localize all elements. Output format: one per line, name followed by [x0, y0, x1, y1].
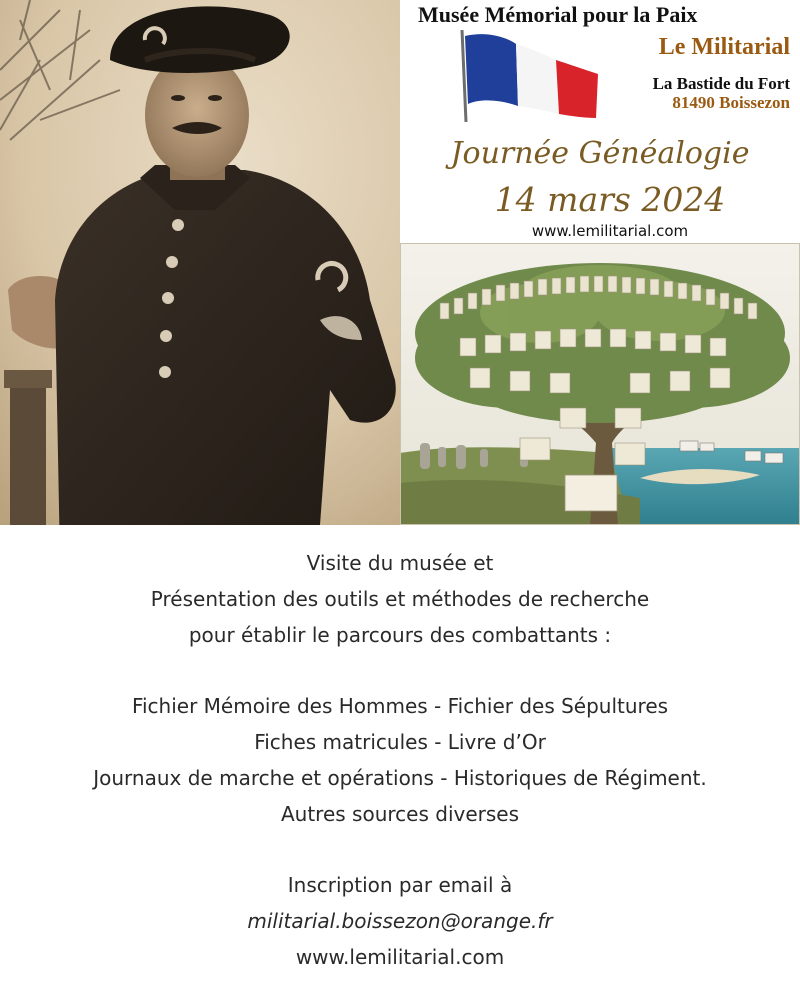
event-title: Journée Généalogie [450, 136, 750, 171]
source-line-4: Autres sources diverses [280, 802, 520, 826]
french-flag-icon [456, 30, 606, 126]
source-line-3: Journaux de marche et opérations - Historiques de Régiment. [93, 766, 707, 790]
museum-city: 81490 Boissezon [672, 93, 790, 112]
poster-body [0, 545, 800, 975]
source-line-1: Fichier Mémoire des Hommes - Fichier des Sépultures [131, 694, 669, 718]
soldier-portrait-photo [0, 0, 400, 525]
intro-line-2: Présentation des outils et méthodes de recherche [150, 587, 650, 611]
event-date: 14 mars 2024 [494, 180, 726, 219]
intro-line-3: pour établir le parcours des combattants : [188, 623, 612, 647]
poster-header [400, 0, 800, 243]
source-line-2: Fiches matricules - Livre d’Or [254, 730, 546, 754]
intro-line-1: Visite du musée et [306, 551, 494, 575]
signup-label: Inscription par email à [287, 873, 513, 897]
museum-subtitle: Le Militarial [658, 34, 790, 60]
museum-name: Musée Mémorial pour la Paix [418, 2, 698, 27]
museum-place: La Bastide du Fort [652, 74, 790, 93]
family-tree-painting [400, 243, 800, 525]
contact-email-link[interactable]: militarial.boissezon@orange.fr [247, 909, 553, 933]
header-website: www.lemilitarial.com [531, 222, 689, 240]
website-link[interactable]: www.lemilitarial.com [295, 945, 505, 969]
